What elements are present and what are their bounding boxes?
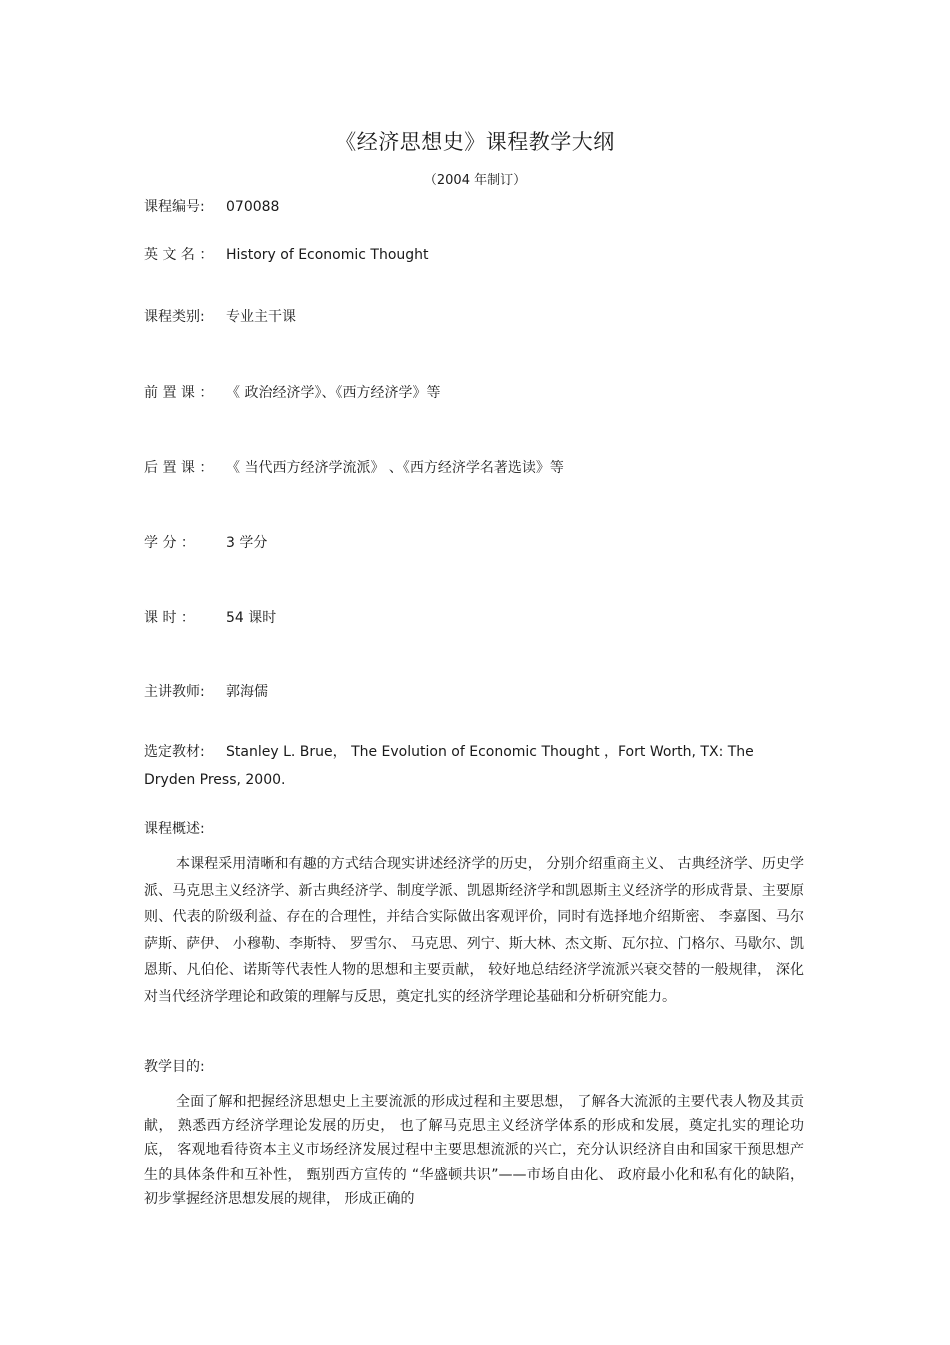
english-name-value: History of Economic Thought <box>226 247 429 263</box>
category-label: 课程类别: <box>144 309 205 325</box>
prerequisite-row <box>144 382 440 402</box>
credits-label: 学 分 ： <box>144 535 195 551</box>
credits-value: 3 学分 <box>226 535 268 551</box>
document-subtitle: （2004 年制订） <box>423 173 527 188</box>
overview-paragraph: 本课程采用清晰和有趣的方式结合现实讲述经济学的历史， 分别介绍重商主义、 古典经济学、历史学派、马克思主义经济学、新古典经济学、制度学派、凯恩斯经济学和凯恩斯主义经济学的形成背景、主要原则、代表的阶级利益、存在的合理性，并结合实际做出客观评价，同时有选择地介绍斯密、 李嘉图、马尔萨斯、萨伊、 小穆勒、李斯特、 罗雪尔、 马克思、列宁、斯大林、杰文斯、瓦尔拉、门格尔、马歇尔、凯恩斯、凡伯伦、诺斯等代表性人物的思想和主要贡献， 较好地总结经济学流派兴衰交替的一般规律， 深化对当代经济学理论和政策的理解与反思，奠定扎实的经济学理论基础和分析研究能力。 <box>144 856 804 1005</box>
prerequisite-label: 前 置 课 ： <box>144 385 214 401</box>
english-name-row <box>144 244 429 264</box>
follow-up-value: 《 当代西方经济学流派》 、《西方经济学名著选读》等 <box>226 460 564 476</box>
objectives-paragraph: 全面了解和把握经济思想史上主要流派的形成过程和主要思想， 了解各大流派的主要代表人物及其贡献， 熟悉西方经济学理论发展的历史， 也了解马克思主义经济学体系的形成和发展，奠定扎实的理论功底， 客观地看待资本主义市场经济发展过程中主要思想流派的兴亡，充分认识经济自由和国家干预思想产生的具体条件和互补性， 甄别西方宣传的 “华盛顿共识”——市场自由化、 政府最小化和私有化的缺陷， 初步掌握经济思想发展的规律， 形成正确的 <box>144 1094 804 1207</box>
overview-heading: 课程概述: <box>144 821 205 837</box>
course-code-label: 课程编号: <box>144 199 205 215</box>
teacher-label: 主讲教师: <box>144 684 205 700</box>
teacher-row <box>144 681 268 701</box>
hours-value: 54 课时 <box>226 610 277 626</box>
course-code-row <box>144 196 279 216</box>
textbook-value: Stanley L. Brue， The Evolution of Economic Thought ，Fort Worth, TX: The Dryden Press, 2000. <box>144 744 754 788</box>
prerequisite-value: 《 政治经济学》、《西方经济学》等 <box>226 385 441 401</box>
textbook-row <box>144 738 804 794</box>
objectives-heading: 教学目的: <box>144 1059 205 1075</box>
follow-up-row <box>144 457 564 477</box>
course-code-value: 070088 <box>226 199 280 215</box>
document-title: 《经济思想史》课程教学大纲 <box>335 130 615 154</box>
english-name-label: 英 文 名 ： <box>144 247 214 263</box>
hours-row <box>144 607 276 627</box>
teacher-value: 郭海儒 <box>226 684 268 700</box>
credits-row <box>144 532 267 552</box>
category-row <box>144 306 296 326</box>
category-value: 专业主干课 <box>226 309 296 325</box>
follow-up-label: 后 置 课 ： <box>144 460 214 476</box>
hours-label: 课 时 ： <box>144 610 195 626</box>
textbook-label: 选定教材: <box>144 744 205 760</box>
